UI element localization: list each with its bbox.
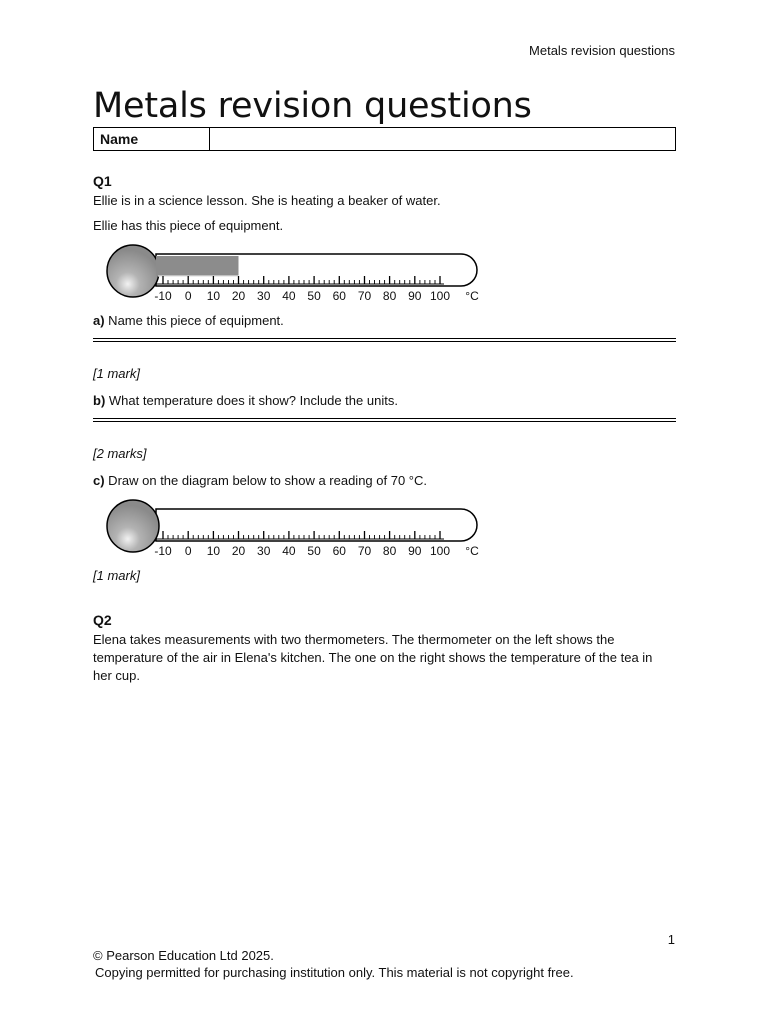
thermo2-scale-label: 10 (206, 544, 221, 558)
running-header: Metals revision questions (529, 43, 675, 58)
thermo1-scale-label: 70 (357, 289, 372, 303)
thermo2-scale-label: -10 (154, 544, 172, 558)
thermo1-scale-label: 80 (382, 289, 397, 303)
thermo2-scale-label: 0 (184, 544, 192, 558)
thermo1-scale-label: 20 (231, 289, 246, 303)
q1c-label: c) (93, 473, 105, 488)
q1a-label: a) (93, 313, 105, 328)
page-title: Metals revision questions (93, 86, 532, 126)
name-table (93, 127, 676, 151)
copyright-notice: © Pearson Education Ltd 2025. (93, 948, 274, 963)
thermo2-bulb (107, 500, 159, 552)
thermo1-scale-label: 40 (282, 289, 296, 303)
q1-heading: Q1 (93, 173, 112, 189)
thermo2-scale-label: 70 (357, 544, 372, 558)
thermo1-scale-label: 30 (257, 289, 271, 303)
thermo2-scale-label: 50 (307, 544, 321, 558)
thermo2-scale-label: 60 (332, 544, 346, 558)
thermo1-unit-label: °C (465, 289, 479, 303)
q1a-question (93, 313, 284, 328)
thermo1-liquid-column (156, 256, 239, 276)
q1b-answer-line[interactable] (93, 418, 676, 422)
name-label: Name (94, 128, 210, 150)
thermo2-scale-label: 80 (382, 544, 397, 558)
thermo1-scale-label: 10 (206, 289, 221, 303)
page-number: 1 (667, 932, 675, 947)
q1a-marks: [1 mark] (93, 366, 140, 381)
thermometer-diagram-1 (104, 242, 486, 306)
thermo1-scale-label: -10 (154, 289, 172, 303)
q2-heading: Q2 (93, 612, 112, 628)
q1c-text: Draw on the diagram below to show a reading of 70 °C. (104, 473, 427, 488)
q1c-marks: [1 mark] (93, 568, 140, 583)
thermo2-scale-label: 100 (429, 544, 451, 558)
thermo1-scale-label: 60 (332, 289, 346, 303)
q2-text: Elena takes measurements with two thermometers. The thermometer on the left shows the temperature of the air in Elena's kitchen. The one on the right shows the temperature of the tea in her cup. (93, 632, 653, 683)
q1c-question (93, 473, 427, 488)
q1-equipment-text: Ellie has this piece of equipment. (93, 218, 284, 233)
thermo2-tube (156, 509, 477, 541)
thermo2-unit-label: °C (465, 544, 479, 558)
q1b-marks: [2 marks] (93, 446, 147, 461)
q1b-text: What temperature does it show? Include the units. (105, 393, 398, 408)
thermo2-scale-label: 30 (257, 544, 271, 558)
thermo1-scale-label: 0 (184, 289, 192, 303)
thermo1-scale-label: 100 (429, 289, 451, 303)
thermo1-scale-label: 90 (408, 289, 422, 303)
thermo1-scale-label: 50 (307, 289, 321, 303)
q1b-label: b) (93, 393, 106, 408)
q1a-answer-line[interactable] (93, 338, 676, 342)
thermo2-scale-label: 20 (231, 544, 246, 558)
name-field[interactable] (210, 128, 675, 150)
q1b-question (93, 393, 398, 408)
q1-intro: Ellie is in a science lesson. She is heating a beaker of water. (93, 193, 441, 208)
thermometer-diagram-2[interactable] (104, 497, 486, 561)
thermo2-scale-label: 90 (408, 544, 422, 558)
copying-notice: Copying permitted for purchasing institution only. This material is not copyright free. (95, 965, 574, 980)
thermo2-scale-label: 40 (282, 544, 296, 558)
thermo1-bulb (107, 245, 159, 297)
q1a-text: Name this piece of equipment. (104, 313, 284, 328)
